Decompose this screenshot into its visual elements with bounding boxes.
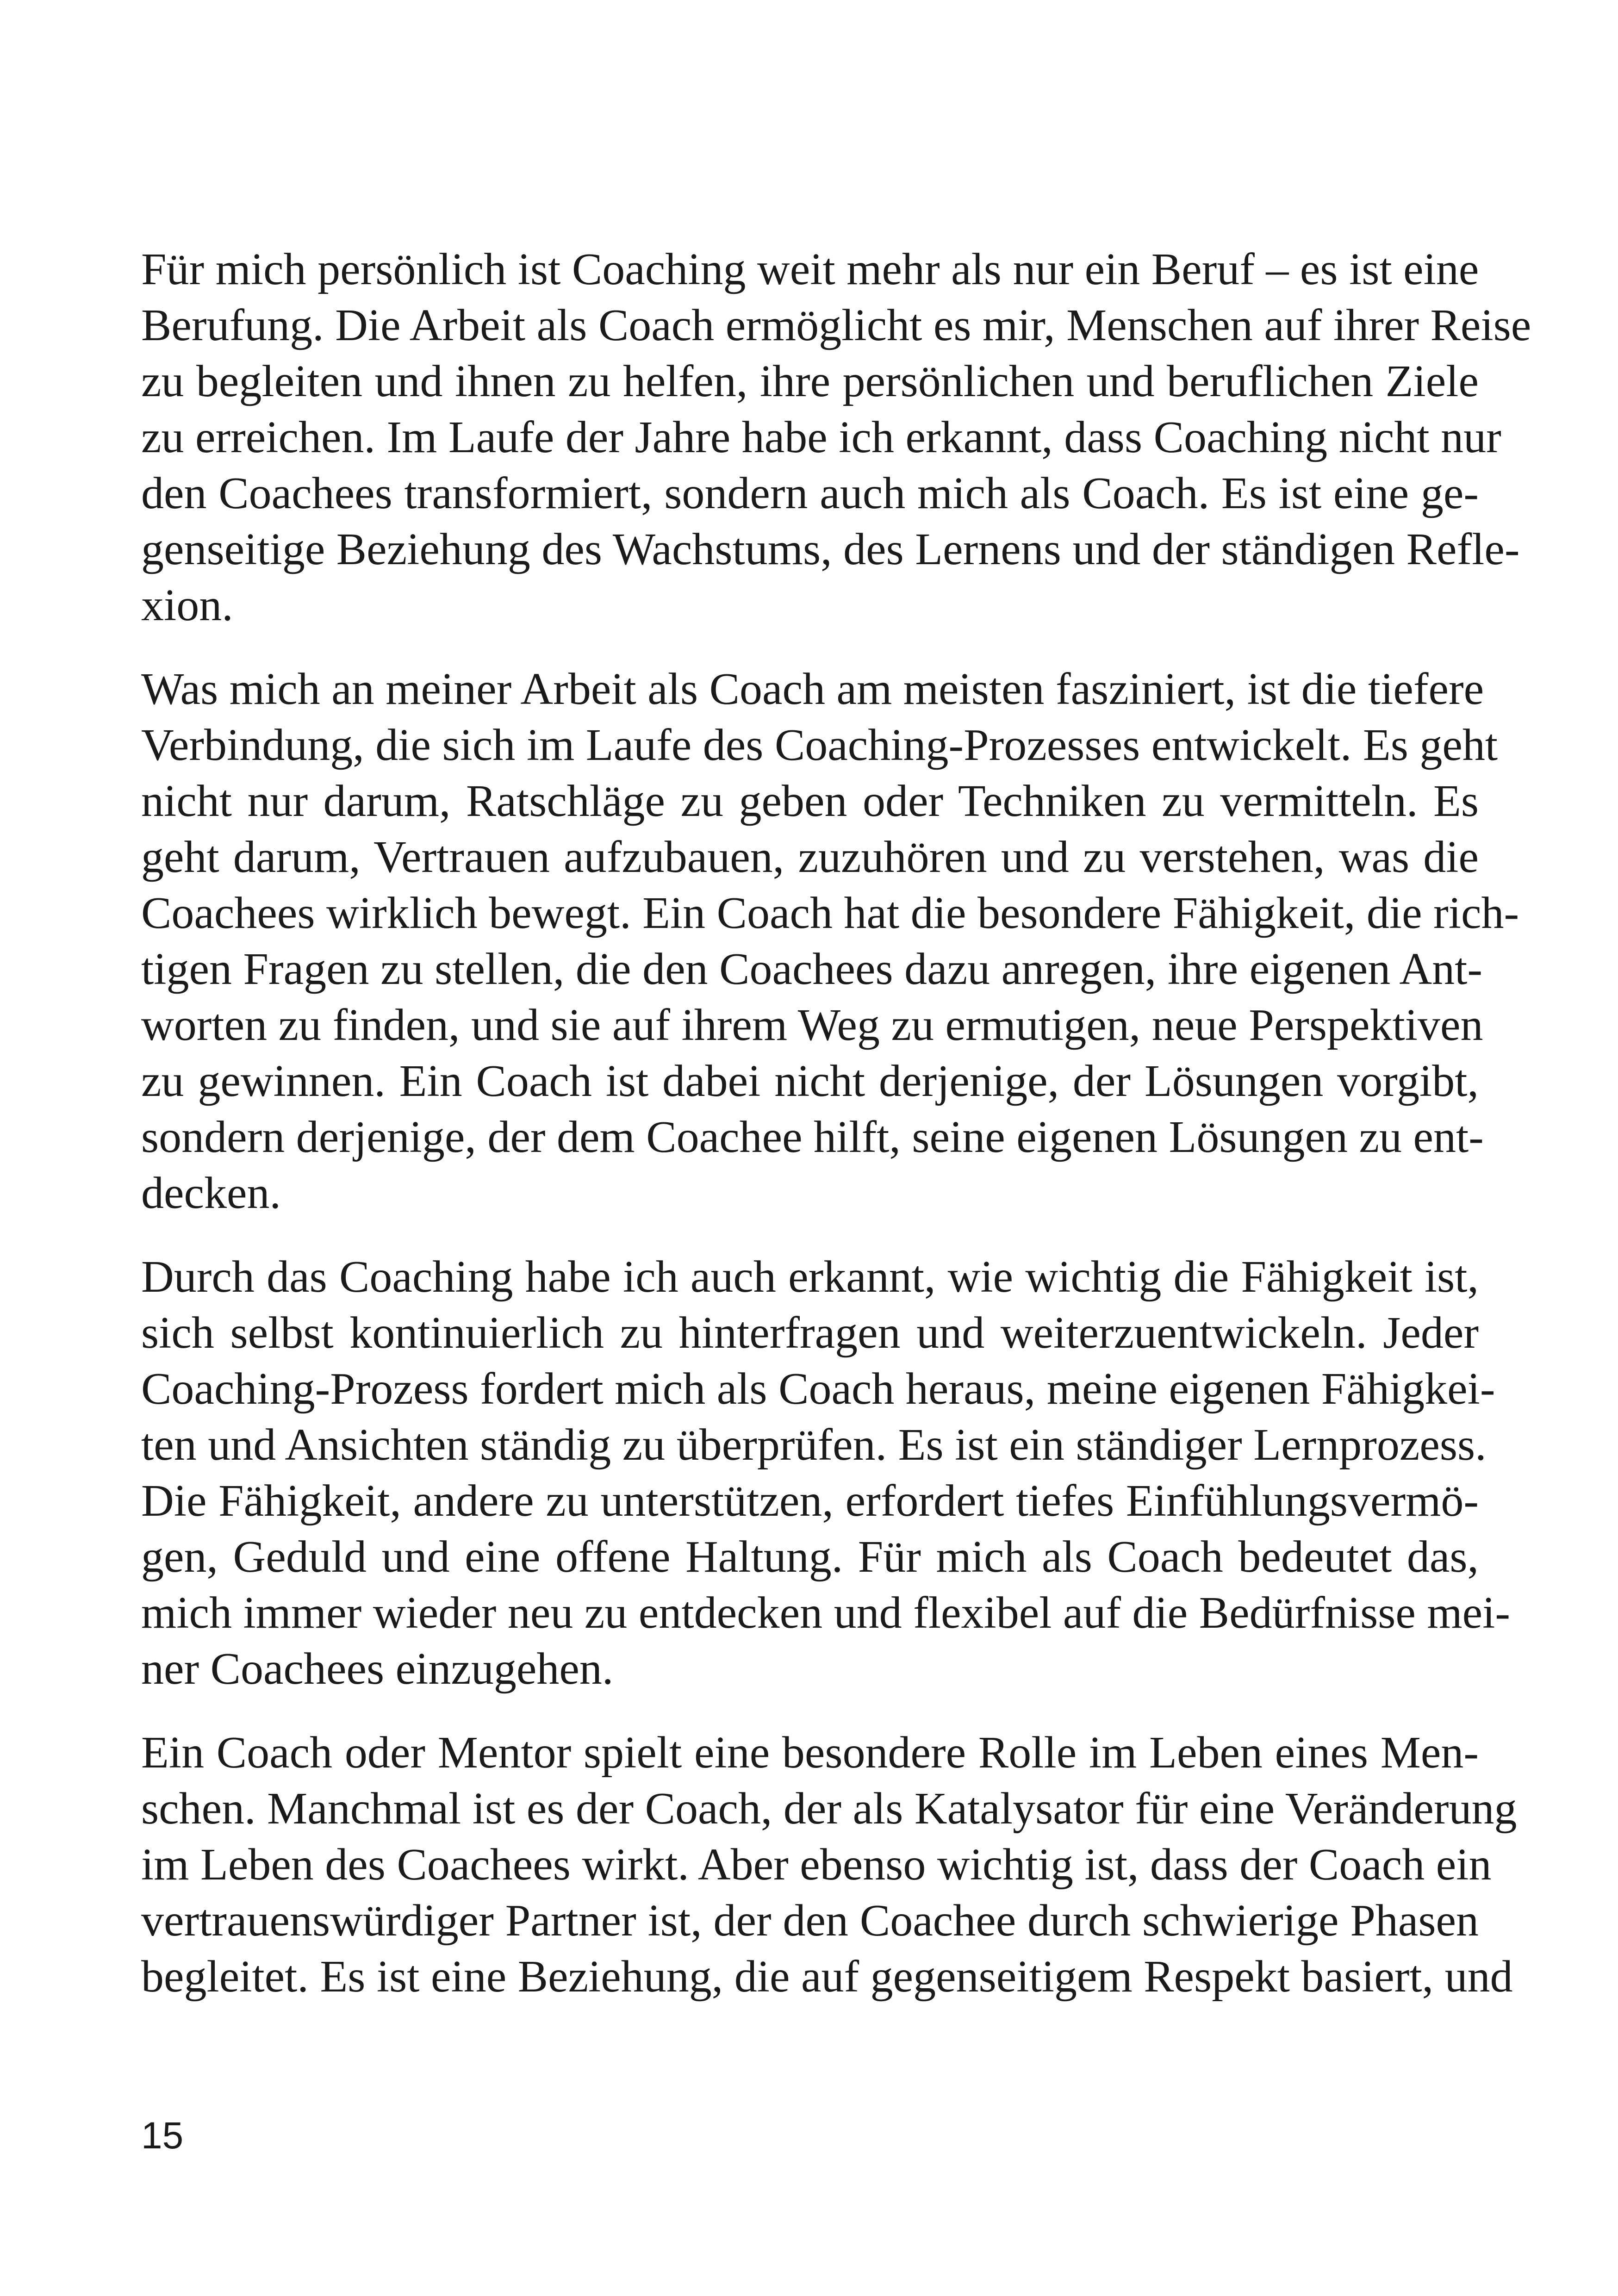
text-line: zu begleiten und ihnen zu helfen, ihre persönlichen und beruflichen Ziele (141, 356, 1479, 406)
text-line: im Leben des Coachees wirkt. Aber ebenso wichtig ist, dass der Coach ein (141, 1840, 1492, 1890)
text-line: Ein Coach oder Mentor spielt eine besondere Rolle im Leben eines Men- (141, 1728, 1479, 1778)
text-line: decken. (141, 1168, 281, 1218)
text-line: Berufung. Die Arbeit als Coach ermöglicht es mir, Menschen auf ihrer Reise (141, 300, 1531, 350)
paragraph-2 (141, 661, 1519, 1221)
text-line: gen, Geduld und eine offene Haltung. Für mich als Coach bedeutet das, (141, 1532, 1479, 1582)
text-line: nicht nur darum, Ratschläge zu geben oder Techniken zu vermitteln. Es (141, 776, 1479, 826)
text-line: ner Coachees einzugehen. (141, 1644, 614, 1694)
text-line: Coachees wirklich bewegt. Ein Coach hat die besondere Fähigkeit, die rich- (141, 888, 1519, 938)
text-line: xion. (141, 580, 233, 630)
text-line: Die Fähigkeit, andere zu unterstützen, erfordert tiefes Einfühlungsvermö- (141, 1476, 1479, 1526)
text-line: ten und Ansichten ständig zu überprüfen. Es ist ein ständiger Lernprozess. (141, 1420, 1487, 1470)
body-text (141, 242, 1531, 2033)
text-line: sondern derjenige, der dem Coachee hilft, seine eigenen Lösungen zu ent- (141, 1112, 1484, 1162)
page-number: 15 (141, 2115, 184, 2157)
text-line: Was mich an meiner Arbeit als Coach am meisten fasziniert, ist die tiefere (141, 664, 1484, 714)
paragraph-3 (141, 1249, 1510, 1697)
text-line: genseitige Beziehung des Wachstums, des Lernens und der ständigen Refle- (141, 524, 1520, 574)
text-line: Verbindung, die sich im Laufe des Coaching-Prozesses entwickelt. Es geht (141, 720, 1498, 770)
text-line: Für mich persönlich ist Coaching weit mehr als nur ein Beruf – es ist eine (141, 244, 1479, 294)
text-line: schen. Manchmal ist es der Coach, der als Katalysator für eine Veränderung (141, 1784, 1517, 1834)
paragraph-4 (141, 1725, 1517, 2005)
text-line: sich selbst kontinuierlich zu hinterfragen und weiterzuentwickeln. Jeder (141, 1308, 1479, 1358)
text-line: zu erreichen. Im Laufe der Jahre habe ich erkannt, dass Coaching nicht nur (141, 412, 1501, 462)
text-line: zu gewinnen. Ein Coach ist dabei nicht derjenige, der Lösungen vorgibt, (141, 1056, 1479, 1106)
text-line: den Coachees transformiert, sondern auch mich als Coach. Es ist eine ge- (141, 468, 1479, 518)
text-line: Coaching-Prozess fordert mich als Coach heraus, meine eigenen Fähigkei- (141, 1364, 1495, 1414)
text-line: geht darum, Vertrauen aufzubauen, zuzuhören und zu verstehen, was die (141, 832, 1479, 882)
text-line: worten zu finden, und sie auf ihrem Weg zu ermutigen, neue Perspektiven (141, 1000, 1483, 1050)
text-line: begleitet. Es ist eine Beziehung, die auf gegenseitigem Respekt basiert, und (141, 1952, 1513, 2002)
text-line: vertrauenswürdiger Partner ist, der den Coachee durch schwierige Phasen (141, 1896, 1479, 1946)
paragraph-1 (141, 242, 1531, 634)
text-line: mich immer wieder neu zu entdecken und flexibel auf die Bedürfnisse mei- (141, 1588, 1510, 1638)
text-line: tigen Fragen zu stellen, die den Coachees dazu anregen, ihre eigenen Ant- (141, 944, 1483, 994)
text-line: Durch das Coaching habe ich auch erkannt, wie wichtig die Fähigkeit ist, (141, 1252, 1479, 1302)
